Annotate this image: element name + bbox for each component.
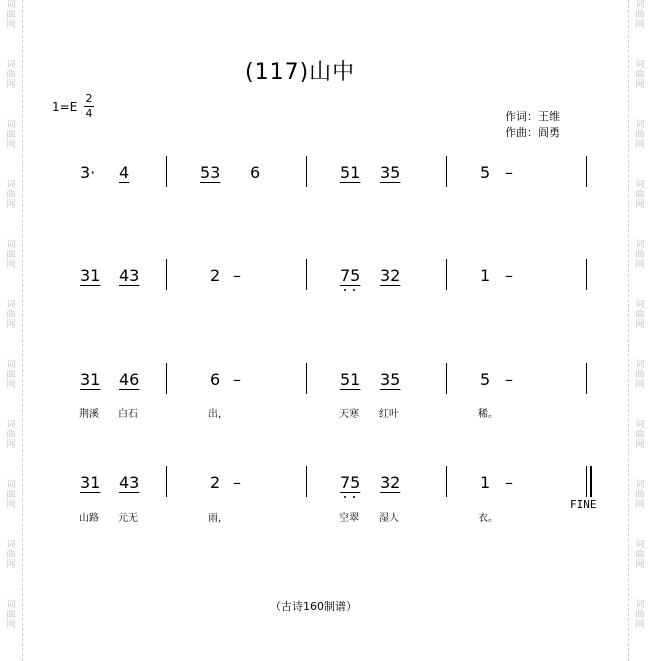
note: 35 xyxy=(380,163,401,182)
watermark-text: 词 曲 网 xyxy=(635,60,645,90)
barline xyxy=(586,363,587,394)
watermark-text: 词 曲 网 xyxy=(635,300,645,330)
lyric: 雨， xyxy=(208,513,228,524)
dash: – xyxy=(233,266,241,285)
time-signature xyxy=(84,92,94,121)
watermark-text: 词 曲 网 xyxy=(6,480,16,510)
watermark-text: 词 曲 网 xyxy=(6,180,16,210)
lyric: 山路 xyxy=(79,513,99,524)
low-octave-dot xyxy=(344,289,346,291)
watermark-text: 词 曲 网 xyxy=(635,240,645,270)
note: 43 xyxy=(119,266,140,285)
dash: – xyxy=(233,473,241,492)
barline xyxy=(306,466,307,497)
dash: – xyxy=(505,163,513,182)
note: 75 xyxy=(340,266,361,285)
note: 3· xyxy=(80,163,96,182)
barline xyxy=(586,156,587,187)
barline xyxy=(166,363,167,394)
song-title: (117)山中 xyxy=(245,60,356,85)
watermark-text: 词 曲 网 xyxy=(635,600,645,630)
time-signature-top: 2 xyxy=(85,92,93,105)
note: 2 xyxy=(210,266,221,285)
lyric: 天寒 xyxy=(339,409,359,420)
watermark-text: 词 曲 网 xyxy=(6,120,16,150)
lyricist-credit: 作词：王维 xyxy=(505,110,560,123)
watermark-text: 词 曲 网 xyxy=(6,600,16,630)
note: 6 xyxy=(210,370,221,389)
note: 5 xyxy=(480,163,491,182)
barline xyxy=(166,156,167,187)
watermark-text: 词 曲 网 xyxy=(635,540,645,570)
dash: – xyxy=(233,370,241,389)
watermark-text: 词 曲 网 xyxy=(6,0,16,30)
note: 32 xyxy=(380,266,401,285)
barline xyxy=(446,363,447,394)
note: 32 xyxy=(380,473,401,492)
low-octave-dot xyxy=(344,496,346,498)
note: 31 xyxy=(80,266,101,285)
watermark-text: 词 曲 网 xyxy=(6,420,16,450)
note: 5 xyxy=(480,370,491,389)
lyric: 出， xyxy=(208,409,228,420)
barline xyxy=(446,156,447,187)
lyric: 元无 xyxy=(118,513,138,524)
note: 31 xyxy=(80,370,101,389)
watermark-text: 词 曲 网 xyxy=(6,60,16,90)
note: 51 xyxy=(340,370,361,389)
note: 4 xyxy=(119,163,130,182)
dash: – xyxy=(505,266,513,285)
final-barline-thick xyxy=(590,466,592,497)
dash: – xyxy=(505,370,513,389)
right-margin-watermark xyxy=(628,0,650,661)
barline xyxy=(586,259,587,290)
lyric: 衣。 xyxy=(478,513,498,524)
low-octave-dot xyxy=(353,496,355,498)
lyric: 白石 xyxy=(118,409,138,420)
watermark-text: 词 曲 网 xyxy=(6,240,16,270)
watermark-text: 词 曲 网 xyxy=(6,540,16,570)
barline xyxy=(306,363,307,394)
note: 31 xyxy=(80,473,101,492)
note: 6 xyxy=(250,163,261,182)
watermark-text: 词 曲 网 xyxy=(635,0,645,30)
watermark-text: 词 曲 网 xyxy=(635,180,645,210)
footer-note: （古诗160制谱） xyxy=(270,600,357,613)
watermark-text: 词 曲 网 xyxy=(635,420,645,450)
low-octave-dot xyxy=(353,289,355,291)
note: 51 xyxy=(340,163,361,182)
barline xyxy=(446,466,447,497)
barline xyxy=(446,259,447,290)
note: 1 xyxy=(480,473,491,492)
watermark-text: 词 曲 网 xyxy=(6,300,16,330)
lyric: 稀。 xyxy=(478,409,498,420)
composer-credit: 作曲：阎勇 xyxy=(505,126,560,139)
left-margin-watermark xyxy=(0,0,23,661)
watermark-text: 词 曲 网 xyxy=(635,120,645,150)
barline xyxy=(166,259,167,290)
note: 43 xyxy=(119,473,140,492)
barline xyxy=(306,259,307,290)
note: 75 xyxy=(340,473,361,492)
note: 1 xyxy=(480,266,491,285)
lyric: 湿人 xyxy=(379,513,399,524)
note: 53 xyxy=(200,163,221,182)
lyric: 红叶 xyxy=(379,409,399,420)
note: 46 xyxy=(119,370,140,389)
lyric: 空翠 xyxy=(339,513,359,524)
lyric: 荆溪 xyxy=(79,409,99,420)
barline xyxy=(306,156,307,187)
time-signature-bottom: 4 xyxy=(85,107,93,120)
dash: – xyxy=(505,473,513,492)
watermark-text: 词 曲 网 xyxy=(635,360,645,390)
fine-marker: FINE xyxy=(570,498,597,511)
watermark-text: 词 曲 网 xyxy=(6,360,16,390)
note: 2 xyxy=(210,473,221,492)
watermark-text: 词 曲 网 xyxy=(635,480,645,510)
key-signature: 1=E xyxy=(52,100,78,114)
note: 35 xyxy=(380,370,401,389)
barline xyxy=(166,466,167,497)
final-barline-thin xyxy=(586,466,587,497)
